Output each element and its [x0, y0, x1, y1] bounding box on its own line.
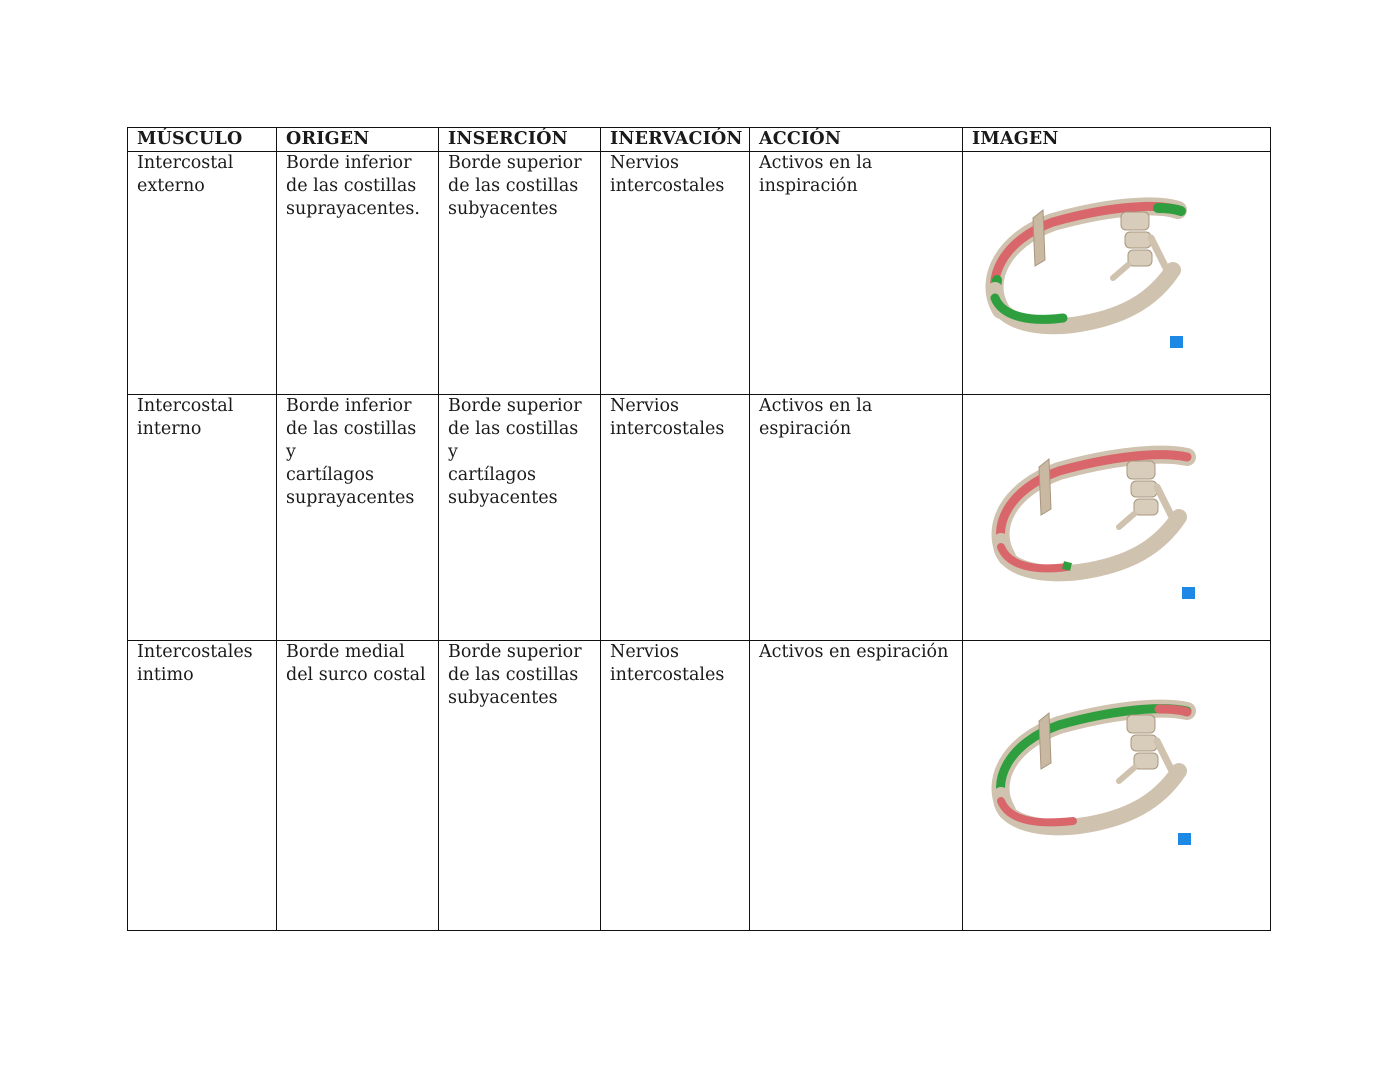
kenhub-logo-icon — [1182, 587, 1195, 599]
cell-line: del surco costal — [286, 665, 426, 685]
cell-line: Activos en la — [759, 153, 873, 173]
cell-line: subyacentes — [448, 688, 558, 708]
cell-line: Borde superior — [448, 396, 582, 416]
cell-line: suprayacentes — [286, 488, 415, 508]
table-row — [128, 152, 1271, 395]
cell-line: Nervios — [610, 396, 680, 416]
kenhub-logo-icon — [1178, 833, 1191, 845]
header-inervacion: INERVACIÓN — [601, 128, 750, 152]
cell-inervacion — [601, 152, 750, 395]
header-origen: ORIGEN — [277, 128, 439, 152]
cell-line: Borde medial — [286, 642, 405, 662]
cell-line: de las costillas y — [448, 419, 579, 462]
cell-musculo — [128, 395, 277, 641]
cell-line: Borde superior — [448, 153, 582, 173]
cell-imagen — [963, 641, 1271, 931]
cell-line: de las costillas — [448, 665, 579, 685]
cell-line: inspiración — [759, 176, 858, 196]
rib-external-intercostal-illustration — [963, 170, 1269, 360]
cell-accion — [750, 395, 963, 641]
cell-line: Nervios — [610, 153, 680, 173]
header-insercion: INSERCIÓN — [439, 128, 601, 152]
cell-line: interno — [137, 419, 202, 439]
cell-line: cartílagos — [286, 465, 374, 485]
cell-line: de las costillas — [448, 176, 579, 196]
cell-insercion — [439, 395, 601, 641]
cell-line: subyacentes — [448, 488, 558, 508]
cell-line: Activos en espiración — [759, 642, 949, 662]
cell-musculo — [128, 152, 277, 395]
cell-line: intercostales — [610, 176, 725, 196]
cell-line: espiración — [759, 419, 852, 439]
cell-insercion — [439, 641, 601, 931]
table-row — [128, 641, 1271, 931]
cell-line: Activos en la — [759, 396, 873, 416]
table-row — [128, 395, 1271, 641]
cell-line: Intercostal — [137, 153, 234, 173]
cell-line: Nervios — [610, 642, 680, 662]
cell-imagen — [963, 152, 1271, 395]
kenhub-logo-icon — [1170, 336, 1183, 348]
rib-internal-intercostal-illustration — [963, 417, 1269, 607]
cell-line: de las costillas y — [286, 419, 417, 462]
cell-line: Borde inferior — [286, 396, 412, 416]
cell-line: Borde superior — [448, 642, 582, 662]
cell-imagen — [963, 395, 1271, 641]
cell-line: Intercostales — [137, 642, 253, 662]
rib-innermost-intercostal-illustration — [963, 665, 1269, 865]
cell-line: Borde inferior — [286, 153, 412, 173]
table-header-row — [128, 128, 1271, 152]
cell-line: externo — [137, 176, 205, 196]
header-musculo: MÚSCULO — [128, 128, 277, 152]
cell-line: intercostales — [610, 419, 725, 439]
cell-line: de las costillas — [286, 176, 417, 196]
cell-insercion — [439, 152, 601, 395]
cell-origen — [277, 641, 439, 931]
header-imagen: IMAGEN — [963, 128, 1271, 152]
cell-accion — [750, 641, 963, 931]
cell-line: intimo — [137, 665, 194, 685]
cell-line: subyacentes — [448, 199, 558, 219]
cell-line: cartílagos — [448, 465, 536, 485]
cell-line: Intercostal — [137, 396, 234, 416]
header-accion: ACCIÓN — [750, 128, 963, 152]
cell-musculo — [128, 641, 277, 931]
cell-line: suprayacentes. — [286, 199, 420, 219]
cell-inervacion — [601, 641, 750, 931]
cell-line: intercostales — [610, 665, 725, 685]
cell-origen — [277, 395, 439, 641]
cell-inervacion — [601, 395, 750, 641]
cell-accion — [750, 152, 963, 395]
cell-origen — [277, 152, 439, 395]
muscle-table — [127, 127, 1271, 931]
